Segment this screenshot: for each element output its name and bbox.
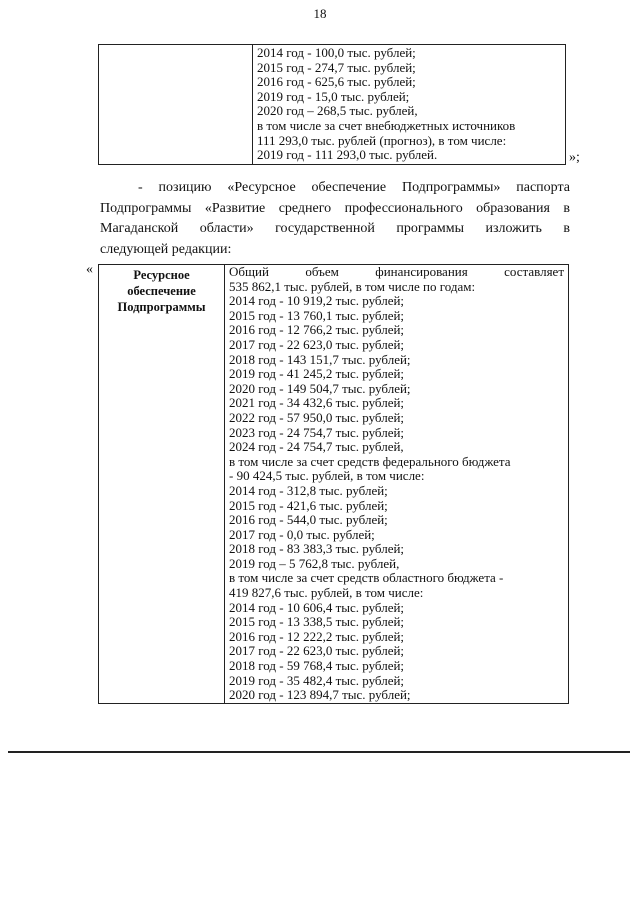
table-line: 2019 год - 15,0 тыс. рублей; <box>257 88 410 104</box>
table-line: 2019 год - 35 482,4 тыс. рублей; <box>229 672 405 688</box>
table-line: 2017 год - 0,0 тыс. рублей; <box>229 526 375 542</box>
table-line: в том числе за счет средств федерального бюджета <box>229 453 511 469</box>
label-line: Подпрограммы <box>117 300 206 314</box>
label-line: Ресурсное <box>133 268 190 282</box>
paragraph-line: - позицию «Ресурсное обеспечение Подпрограммы» паспорта <box>138 180 570 195</box>
label-cell-empty <box>99 45 253 165</box>
funding-table-continued <box>98 44 566 165</box>
label-line: обеспечение <box>127 284 196 298</box>
paragraph-line: Подпрограммы «Развитие среднего профессионального образования в <box>100 200 570 216</box>
table-line: 2014 год - 10 919,2 тыс. рублей; <box>229 293 405 309</box>
table-line: 2017 год - 22 623,0 тыс. рублей; <box>229 336 405 352</box>
table-line: 2017 год - 22 623,0 тыс. рублей; <box>229 643 405 659</box>
paragraph-line: следующей редакции: <box>100 241 232 257</box>
paragraph-line: Магаданской области» государственной программы изложить в <box>100 221 570 237</box>
table-line: 2020 год - 123 894,7 тыс. рублей; <box>229 687 411 703</box>
table-line: 2014 год - 100,0 тыс. рублей; <box>257 45 416 60</box>
resource-values-cell <box>225 265 569 704</box>
table-line: 2016 год - 625,6 тыс. рублей; <box>257 74 416 90</box>
values-cell <box>253 45 566 165</box>
table-line: 2014 год - 312,8 тыс. рублей; <box>229 482 388 498</box>
table-line: 2019 год - 111 293,0 тыс. рублей. <box>257 147 438 163</box>
instruction-paragraph <box>100 178 570 260</box>
opening-quote: « <box>86 262 93 277</box>
table-line: 2022 год - 57 950,0 тыс. рублей; <box>229 409 405 425</box>
table-line: в том числе за счет средств областного бюджета - <box>229 570 504 586</box>
table-line: 2015 год - 13 338,5 тыс. рублей; <box>229 614 405 630</box>
table-line: 2015 год - 421,6 тыс. рублей; <box>229 497 388 513</box>
table-line: 535 862,1 тыс. рублей, в том числе по годам: <box>229 278 476 294</box>
resource-label-cell <box>99 265 225 704</box>
table-line: 2015 год - 13 760,1 тыс. рублей; <box>229 307 405 323</box>
table-line: 2024 год - 24 754,7 тыс. рублей, <box>229 439 404 455</box>
table-line: в том числе за счет внебюджетных источников <box>257 117 516 133</box>
resource-support-table <box>98 264 569 704</box>
page-number: 18 <box>313 6 327 21</box>
table-line: 111 293,0 тыс. рублей (прогноз), в том числе: <box>257 132 507 148</box>
table-line: 2018 год - 143 151,7 тыс. рублей; <box>229 351 411 367</box>
table-line: 2018 год - 83 383,3 тыс. рублей; <box>229 541 405 557</box>
table-line: 2016 год - 544,0 тыс. рублей; <box>229 512 388 528</box>
table-line: 419 827,6 тыс. рублей, в том числе: <box>229 585 424 601</box>
table-line: - 90 424,5 тыс. рублей, в том числе: <box>229 468 425 484</box>
table-line: 2016 год - 12 222,2 тыс. рублей; <box>229 628 405 644</box>
bottom-rule <box>8 751 630 753</box>
table-line: 2019 год – 5 762,8 тыс. рублей, <box>229 555 400 571</box>
table-line: 2018 год - 59 768,4 тыс. рублей; <box>229 658 405 674</box>
table-line: 2023 год - 24 754,7 тыс. рублей; <box>229 424 405 440</box>
table-line: 2019 год - 41 245,2 тыс. рублей; <box>229 366 405 382</box>
table-line: 2020 год - 149 504,7 тыс. рублей; <box>229 380 411 396</box>
table-line: 2020 год – 268,5 тыс. рублей, <box>257 103 418 119</box>
table-line: 2016 год - 12 766,2 тыс. рублей; <box>229 322 405 338</box>
table-line: 2015 год - 274,7 тыс. рублей; <box>257 59 416 75</box>
closing-quote: »; <box>569 150 580 165</box>
table-line: Общий объем финансирования составляет <box>229 264 564 279</box>
table-line: 2021 год - 34 432,6 тыс. рублей; <box>229 395 405 411</box>
table-line: 2014 год - 10 606,4 тыс. рублей; <box>229 599 405 615</box>
